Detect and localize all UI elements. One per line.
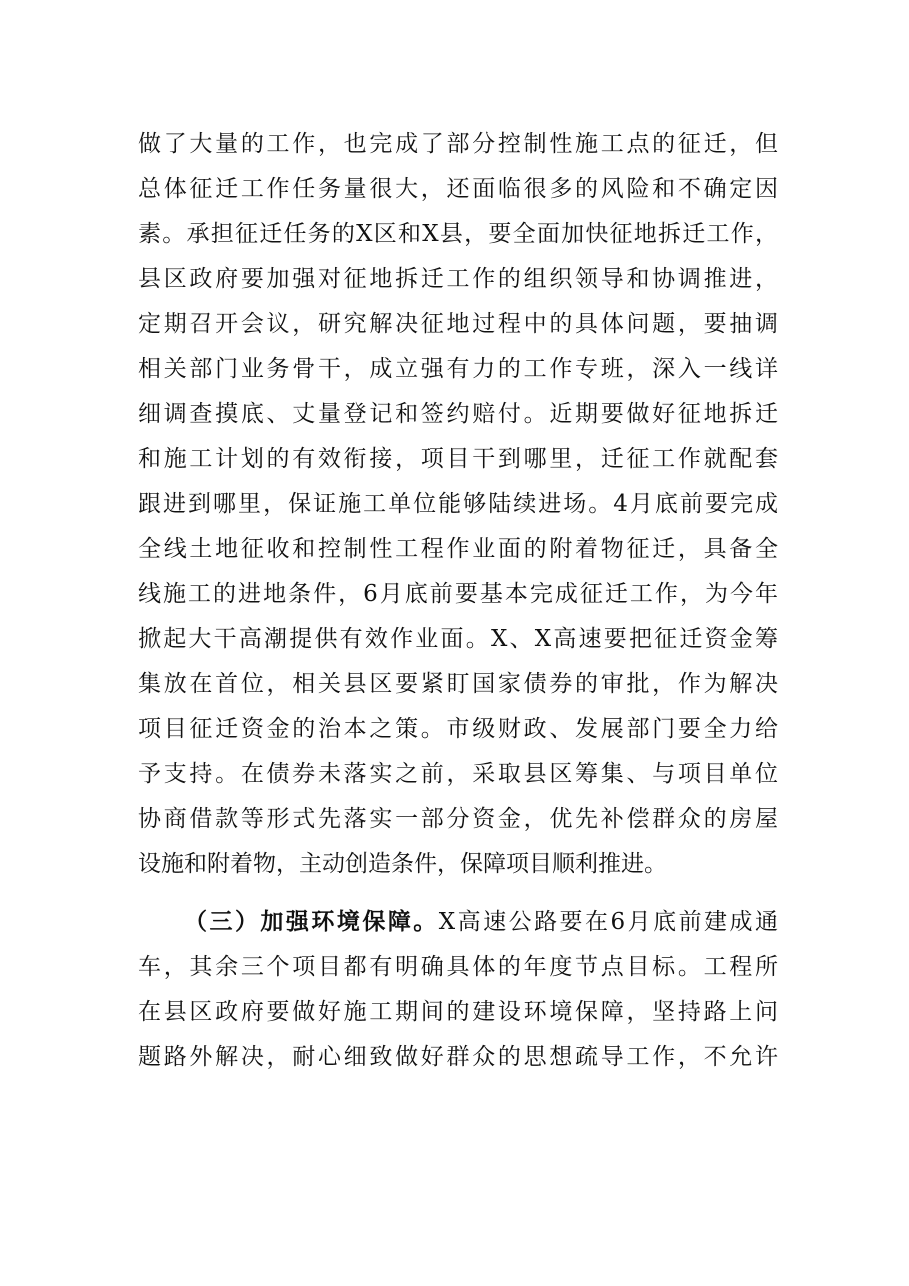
section-heading: （三）加强环境保障。 xyxy=(184,909,439,935)
section-first-line xyxy=(184,902,778,942)
body-text-line: 车，其余三个项目都有明确具体的年度节点目标。工程所 xyxy=(138,954,778,980)
body-text-line: 线施工的进地条件，6月底前要基本完成征迁工作，为今年 xyxy=(138,581,778,607)
body-text-line: 和施工计划的有效衔接，项目干到哪里，迁征工作就配套 xyxy=(138,446,778,472)
body-text-line: 协商借款等形式先落实一部分资金，优先补偿群众的房屋 xyxy=(138,806,778,832)
body-text-line: 项目征迁资金的治本之策。市级财政、发展部门要全力给 xyxy=(138,716,778,742)
body-text-line: 素。承担征迁任务的X区和X县，要全面加快征地拆迁工作， xyxy=(138,221,778,247)
body-text-line: 县区政府要加强对征地拆迁工作的组织领导和协调推进， xyxy=(138,266,778,292)
body-text-line: 做了大量的工作，也完成了部分控制性施工点的征迁，但 xyxy=(138,131,778,157)
body-text-line: 题路外解决，耐心细致做好群众的思想疏导工作，不允许 xyxy=(138,1044,778,1070)
body-text-line: 相关部门业务骨干，成立强有力的工作专班，深入一线详 xyxy=(138,356,778,382)
body-text-line: 细调查摸底、丈量登记和签约赔付。近期要做好征地拆迁 xyxy=(138,401,778,427)
body-text-line: 跟进到哪里，保证施工单位能够陆续进场。4月底前要完成 xyxy=(138,491,778,517)
body-text-line: 掀起大干高潮提供有效作业面。X、X高速要把征迁资金筹 xyxy=(138,626,778,652)
body-text-span: X高速公路要在6月底前建成通 xyxy=(438,909,778,935)
body-text-line: 定期召开会议，研究解决征地过程中的具体问题，要抽调 xyxy=(138,311,778,337)
body-text-line: 集放在首位，相关县区要紧盯国家债券的审批，作为解决 xyxy=(138,671,778,697)
body-text-line: 在县区政府要做好施工期间的建设环境保障，坚持路上问 xyxy=(138,999,778,1025)
body-text-line: 予支持。在债券未落实之前，采取县区筹集、与项目单位 xyxy=(138,761,778,787)
body-text-line: 设施和附着物，主动创造条件，保障项目顺利推进。 xyxy=(138,851,667,877)
body-text-line: 总体征迁工作任务量很大，还面临很多的风险和不确定因 xyxy=(138,176,778,202)
body-text-line: 全线土地征收和控制性工程作业面的附着物征迁，具备全 xyxy=(138,536,778,562)
